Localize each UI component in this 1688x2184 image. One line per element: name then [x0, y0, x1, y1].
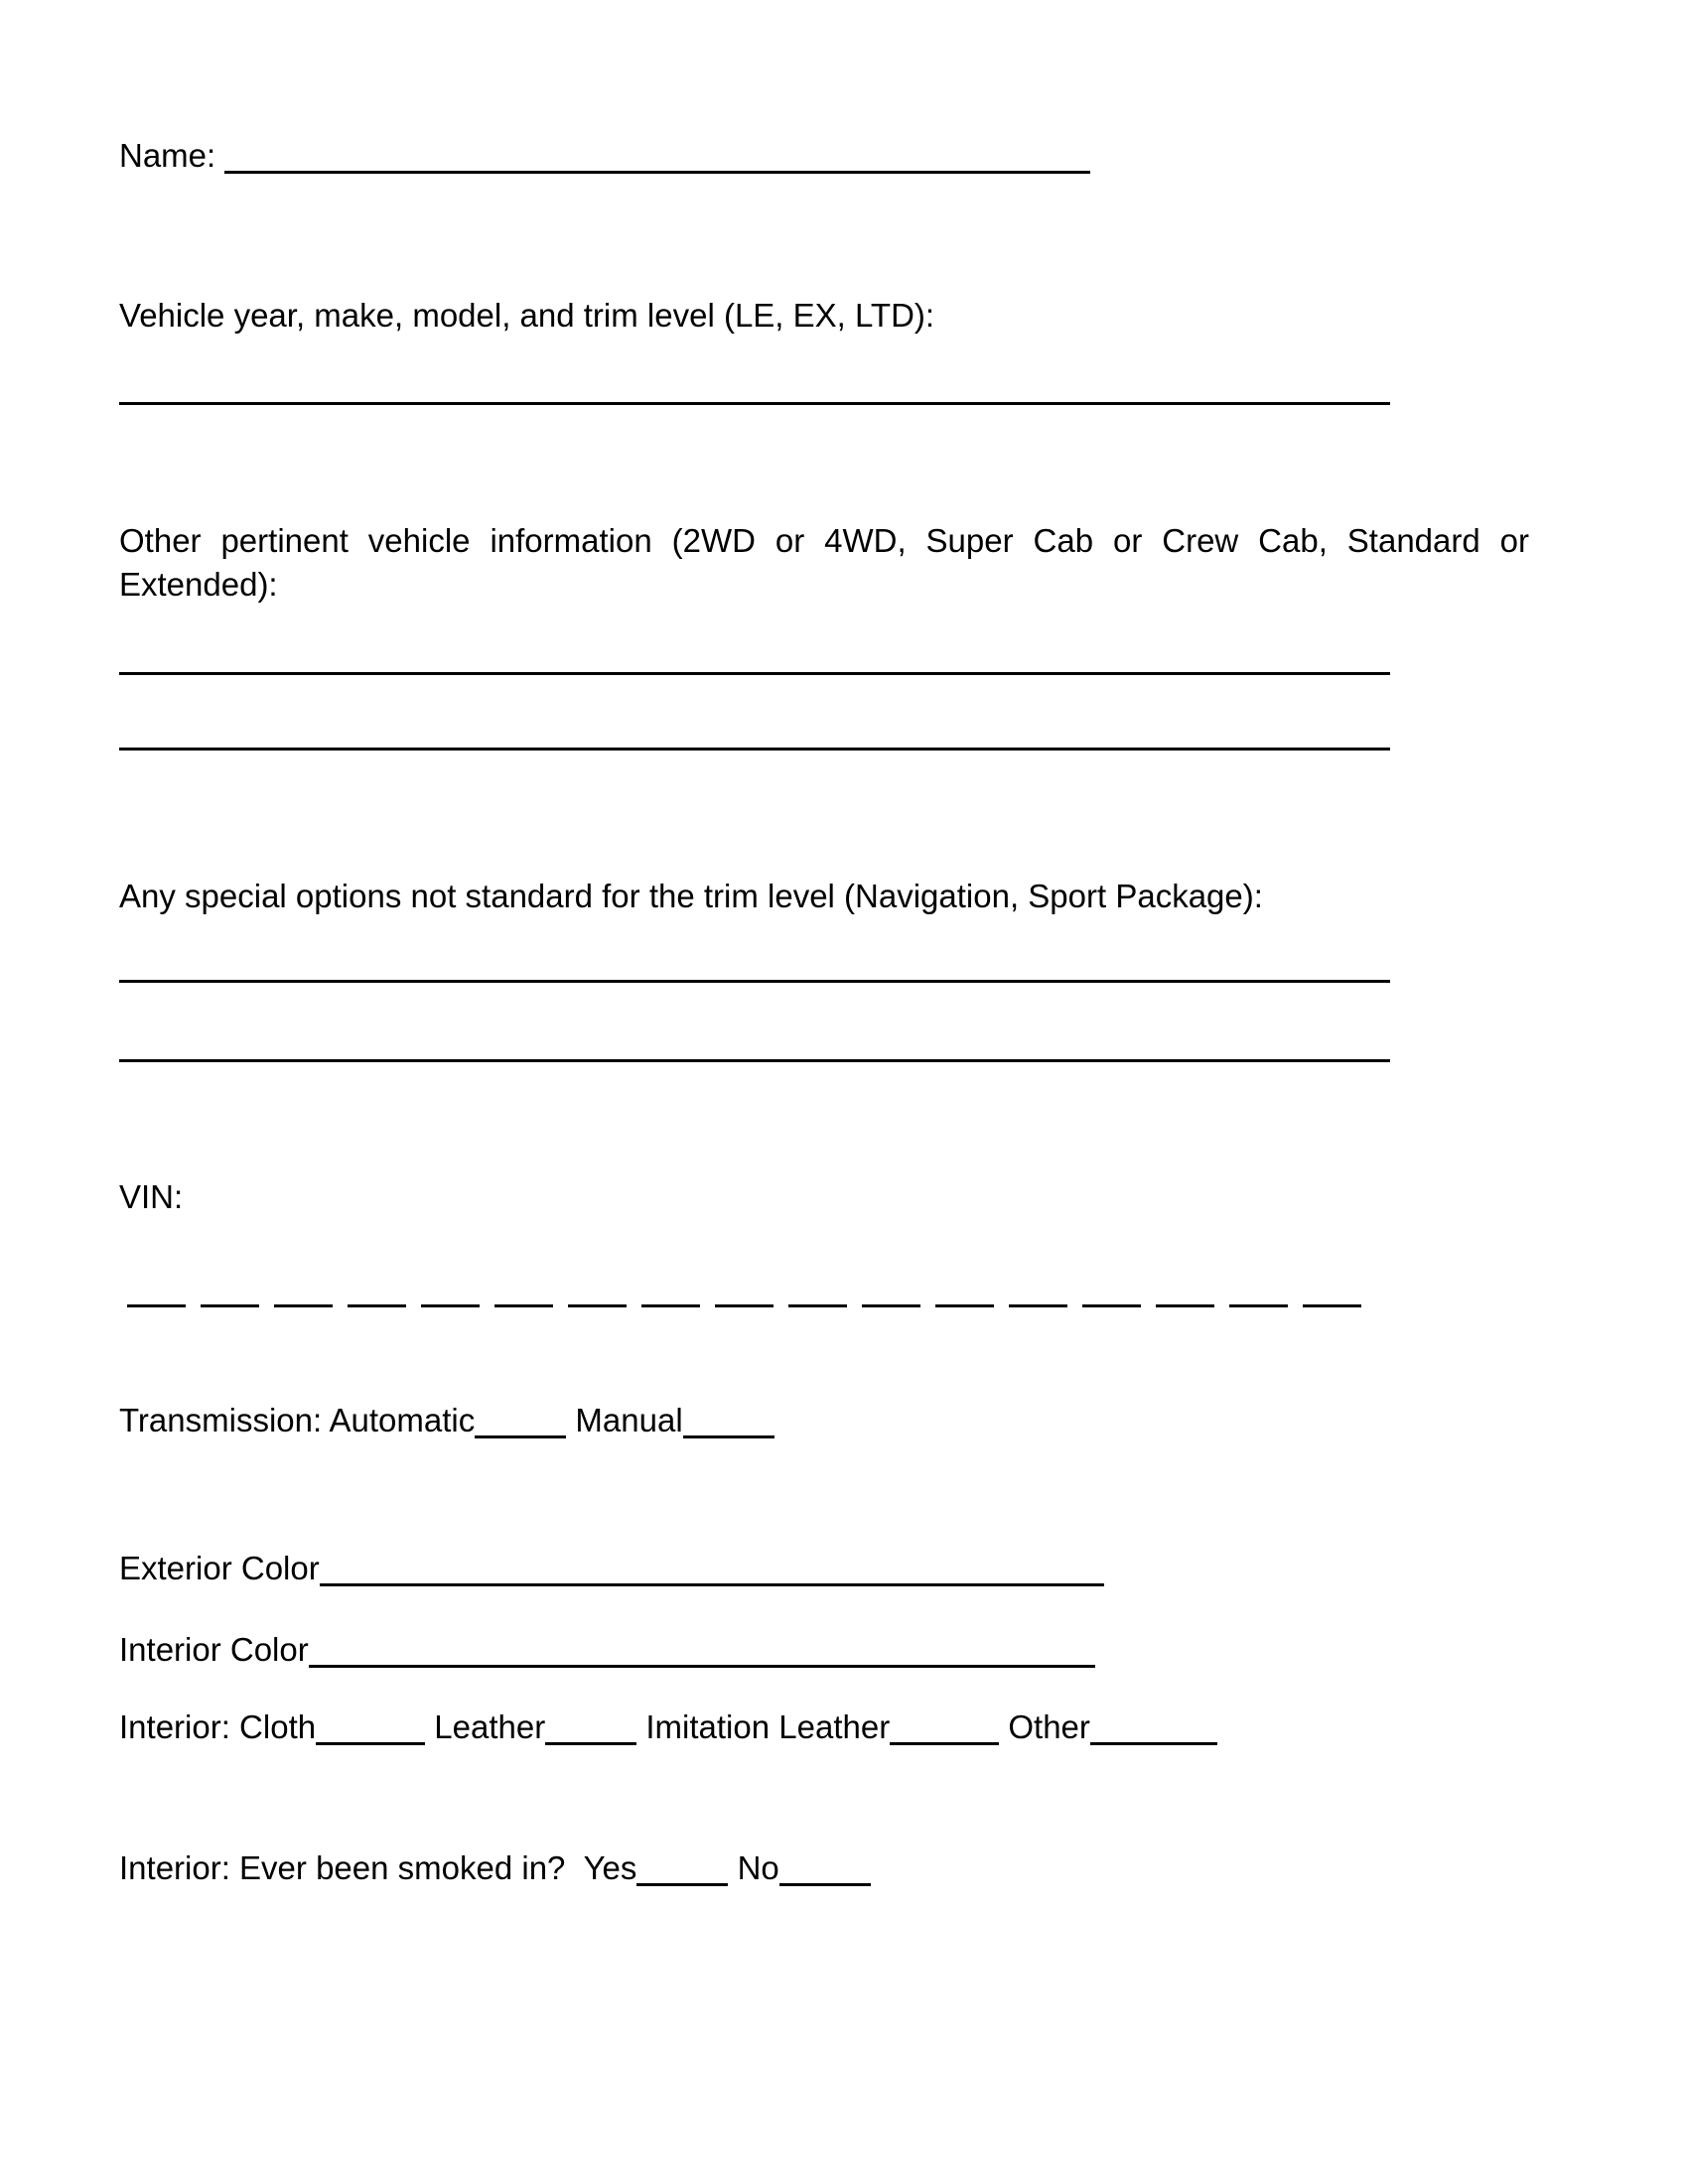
interior-option-other: Other [1008, 1708, 1090, 1745]
other-info-write-line-1[interactable] [119, 672, 1390, 675]
vin-char-blank[interactable] [127, 1295, 186, 1307]
vin-char-blank[interactable] [935, 1295, 994, 1307]
transmission-automatic-blank[interactable] [475, 1435, 566, 1438]
interior-material-label: Interior: [119, 1708, 230, 1745]
transmission-manual-blank[interactable] [683, 1435, 774, 1438]
vin-char-blank[interactable] [568, 1295, 627, 1307]
special-options-label [119, 875, 1569, 918]
exterior-color-row [119, 1547, 1569, 1590]
smoking-option-yes: Yes [583, 1849, 637, 1886]
interior-color-row [119, 1628, 1569, 1672]
interior-material-row [119, 1706, 1569, 1749]
special-options-write-line-1[interactable] [119, 980, 1390, 983]
smoking-no-blank[interactable] [779, 1883, 871, 1886]
vin-char-blank[interactable] [715, 1295, 774, 1307]
vin-char-blank[interactable] [1082, 1295, 1141, 1307]
vin-label-text: VIN: [119, 1178, 184, 1215]
exterior-color-label: Exterior Color [119, 1550, 320, 1586]
interior-leather-blank[interactable] [545, 1742, 636, 1745]
special-options-label-text: Any special options not standard for the trim level (Navigation, Sport Package): [119, 878, 1263, 914]
vehicle-label [119, 294, 1569, 338]
vin-char-blank[interactable] [494, 1295, 553, 1307]
name-row [119, 134, 1569, 178]
vin-char-blank[interactable] [641, 1295, 700, 1307]
vin-character-blanks [127, 1275, 1376, 1318]
other-info-label-text: Other pertinent vehicle information (2WD or 4WD, Super Cab or Crew Cab, Standard or Extended): [119, 522, 1529, 603]
other-info-label [119, 519, 1529, 607]
vin-char-blank[interactable] [1303, 1295, 1361, 1307]
transmission-option-automatic: Automatic [329, 1402, 476, 1438]
smoking-option-no: No [737, 1849, 779, 1886]
interior-option-cloth: Cloth [239, 1708, 317, 1745]
vin-char-blank[interactable] [1156, 1295, 1214, 1307]
interior-color-label: Interior Color [119, 1631, 309, 1668]
smoking-label: Interior: Ever been smoked in? [119, 1849, 566, 1886]
vin-char-blank[interactable] [1009, 1295, 1067, 1307]
vin-char-blank[interactable] [788, 1295, 847, 1307]
name-input-line[interactable] [224, 171, 1090, 174]
vin-char-blank[interactable] [201, 1295, 259, 1307]
interior-other-blank[interactable] [1090, 1742, 1217, 1745]
vin-char-blank[interactable] [348, 1295, 406, 1307]
vin-char-blank[interactable] [274, 1295, 333, 1307]
smoking-yes-blank[interactable] [636, 1883, 728, 1886]
interior-option-imitation-leather: Imitation Leather [645, 1708, 891, 1745]
interior-cloth-blank[interactable] [316, 1742, 425, 1745]
transmission-row [119, 1399, 1569, 1442]
interior-color-input-line[interactable] [309, 1665, 1095, 1668]
vin-char-blank[interactable] [421, 1295, 480, 1307]
other-info-write-line-2[interactable] [119, 748, 1390, 751]
interior-imitation-leather-blank[interactable] [890, 1742, 999, 1745]
vehicle-label-text: Vehicle year, make, model, and trim level (LE, EX, LTD): [119, 297, 935, 334]
transmission-option-manual: Manual [575, 1402, 683, 1438]
vehicle-write-line-1[interactable] [119, 402, 1390, 405]
name-label: Name: [119, 137, 216, 174]
special-options-write-line-2[interactable] [119, 1059, 1390, 1062]
smoking-row [119, 1846, 1569, 1890]
transmission-label: Transmission: [119, 1402, 323, 1438]
vin-label [119, 1175, 1569, 1219]
vin-char-blank[interactable] [862, 1295, 920, 1307]
vin-char-blank[interactable] [1229, 1295, 1288, 1307]
exterior-color-input-line[interactable] [320, 1583, 1104, 1586]
interior-option-leather: Leather [434, 1708, 546, 1745]
